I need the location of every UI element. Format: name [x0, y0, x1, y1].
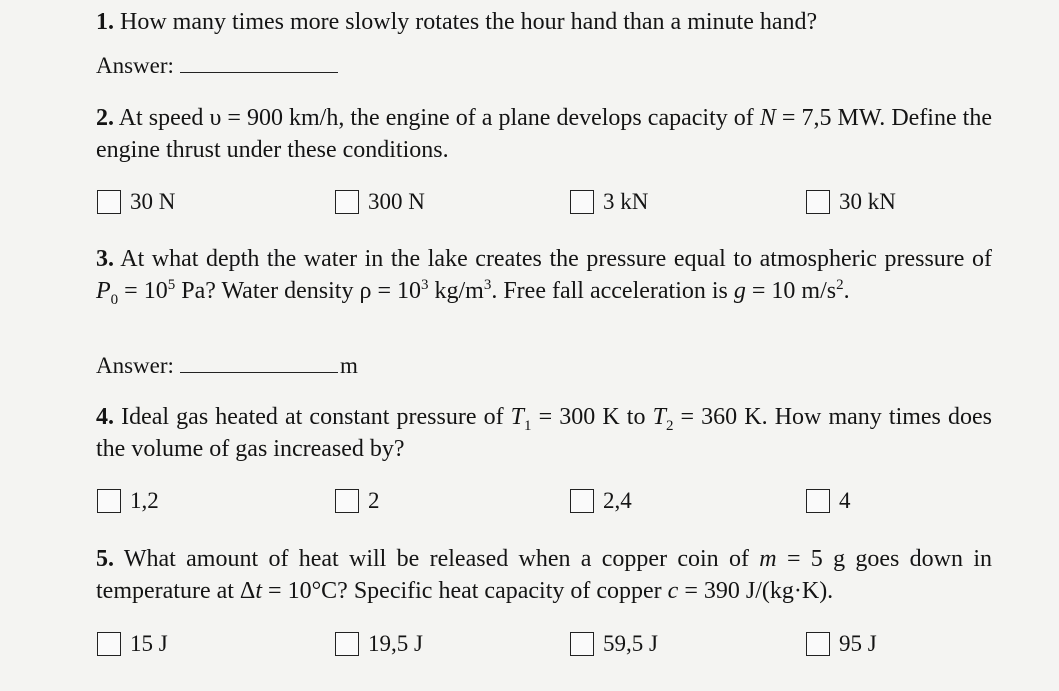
checkbox[interactable] [806, 632, 830, 656]
question-text: How many times more slowly rotates the hour hand than a minute hand? [120, 9, 818, 35]
question-text: = 360 K. How many times does the volume of gas increased by? [96, 404, 992, 462]
checkbox[interactable] [570, 632, 594, 656]
question-text: Pa? Water density ρ = 10 [175, 278, 421, 304]
option-q5-a[interactable] [97, 630, 168, 658]
math-exponent: 3 [483, 277, 492, 293]
question-text: = 7,5 MW. Define the engine thrust under these conditions. [96, 105, 992, 163]
math-variable: c [667, 578, 679, 604]
question-5 [96, 543, 992, 607]
checkbox[interactable] [335, 489, 359, 513]
question-text: At speed υ = 900 km/h, the engine of a plane develops capacity of [118, 105, 760, 131]
option-q2-b[interactable] [335, 188, 425, 216]
math-variable: g [733, 278, 746, 304]
answer-label: Answer: [96, 53, 174, 78]
question-number: 5. [96, 546, 114, 572]
question-text: = 10°C? Specific heat capacity of copper [262, 578, 668, 604]
math-exponent: 5 [167, 277, 176, 293]
answer-blank-input[interactable] [180, 52, 338, 73]
option-q5-c[interactable] [570, 630, 658, 658]
option-q4-a[interactable] [97, 487, 159, 515]
math-exponent: 3 [420, 277, 429, 293]
option-label: 1,2 [130, 488, 159, 513]
checkbox[interactable] [570, 190, 594, 214]
math-variable: N [759, 105, 776, 131]
question-number: 1. [96, 9, 114, 35]
option-q4-d[interactable] [806, 487, 851, 515]
answer-unit: m [339, 353, 358, 378]
question-2 [96, 102, 992, 166]
option-label: 59,5 J [603, 631, 658, 656]
checkbox[interactable] [335, 632, 359, 656]
math-variable: T [652, 404, 666, 430]
option-q2-c[interactable] [570, 188, 648, 216]
option-q5-b[interactable] [335, 630, 423, 658]
answer-row-1 [96, 52, 338, 80]
question-text: = 300 K to [531, 404, 653, 430]
question-text: = 5 g goes down in temperature at Δ [96, 546, 992, 604]
question-text: What amount of heat will be released when a copper coin of [123, 546, 760, 572]
option-q4-b[interactable] [335, 487, 380, 515]
question-text: kg/m [428, 278, 484, 304]
question-1 [96, 6, 992, 38]
option-label: 19,5 J [368, 631, 423, 656]
math-variable: P [96, 278, 111, 304]
option-label: 15 J [130, 631, 168, 656]
option-label: 95 J [839, 631, 877, 656]
answer-row-3 [96, 352, 358, 380]
option-q2-a[interactable] [97, 188, 175, 216]
math-subscript: 2 [665, 417, 674, 434]
answer-label: Answer: [96, 353, 174, 378]
math-variable: T [510, 404, 525, 430]
math-exponent: 2 [836, 277, 844, 293]
option-label: 3 kN [603, 189, 649, 214]
question-number: 4. [96, 404, 114, 430]
question-number: 3. [96, 246, 114, 272]
option-q5-d[interactable] [806, 630, 877, 658]
question-text: = 10 m/s [745, 278, 837, 304]
option-label: 2,4 [603, 488, 632, 513]
option-q2-d[interactable] [806, 188, 896, 216]
question-3 [96, 243, 992, 307]
option-label: 30 N [130, 189, 176, 214]
checkbox[interactable] [806, 489, 830, 513]
question-number: 2. [96, 105, 114, 131]
option-label: 4 [839, 488, 851, 513]
question-text: . [843, 278, 850, 304]
question-text: . Free fall acceleration is [491, 278, 734, 304]
checkbox[interactable] [335, 190, 359, 214]
question-text: = 10 [118, 278, 168, 304]
math-variable: m [759, 546, 777, 572]
math-subscript: 1 [524, 417, 532, 434]
question-text: = 390 J/(kg·K). [678, 578, 834, 604]
question-text: Ideal gas heated at constant pressure of [121, 404, 511, 430]
option-label: 2 [368, 488, 380, 513]
checkbox[interactable] [97, 190, 121, 214]
option-label: 300 N [368, 189, 425, 214]
checkbox[interactable] [97, 632, 121, 656]
math-variable: t [255, 578, 263, 604]
math-subscript: 0 [110, 291, 119, 308]
checkbox[interactable] [806, 190, 830, 214]
checkbox[interactable] [97, 489, 121, 513]
question-4 [96, 401, 992, 465]
option-label: 30 kN [839, 189, 896, 214]
answer-blank-input[interactable] [180, 352, 338, 373]
question-text: At what depth the water in the lake creates the pressure equal to atmospheric pressure of [120, 246, 993, 272]
checkbox[interactable] [570, 489, 594, 513]
option-q4-c[interactable] [570, 487, 632, 515]
